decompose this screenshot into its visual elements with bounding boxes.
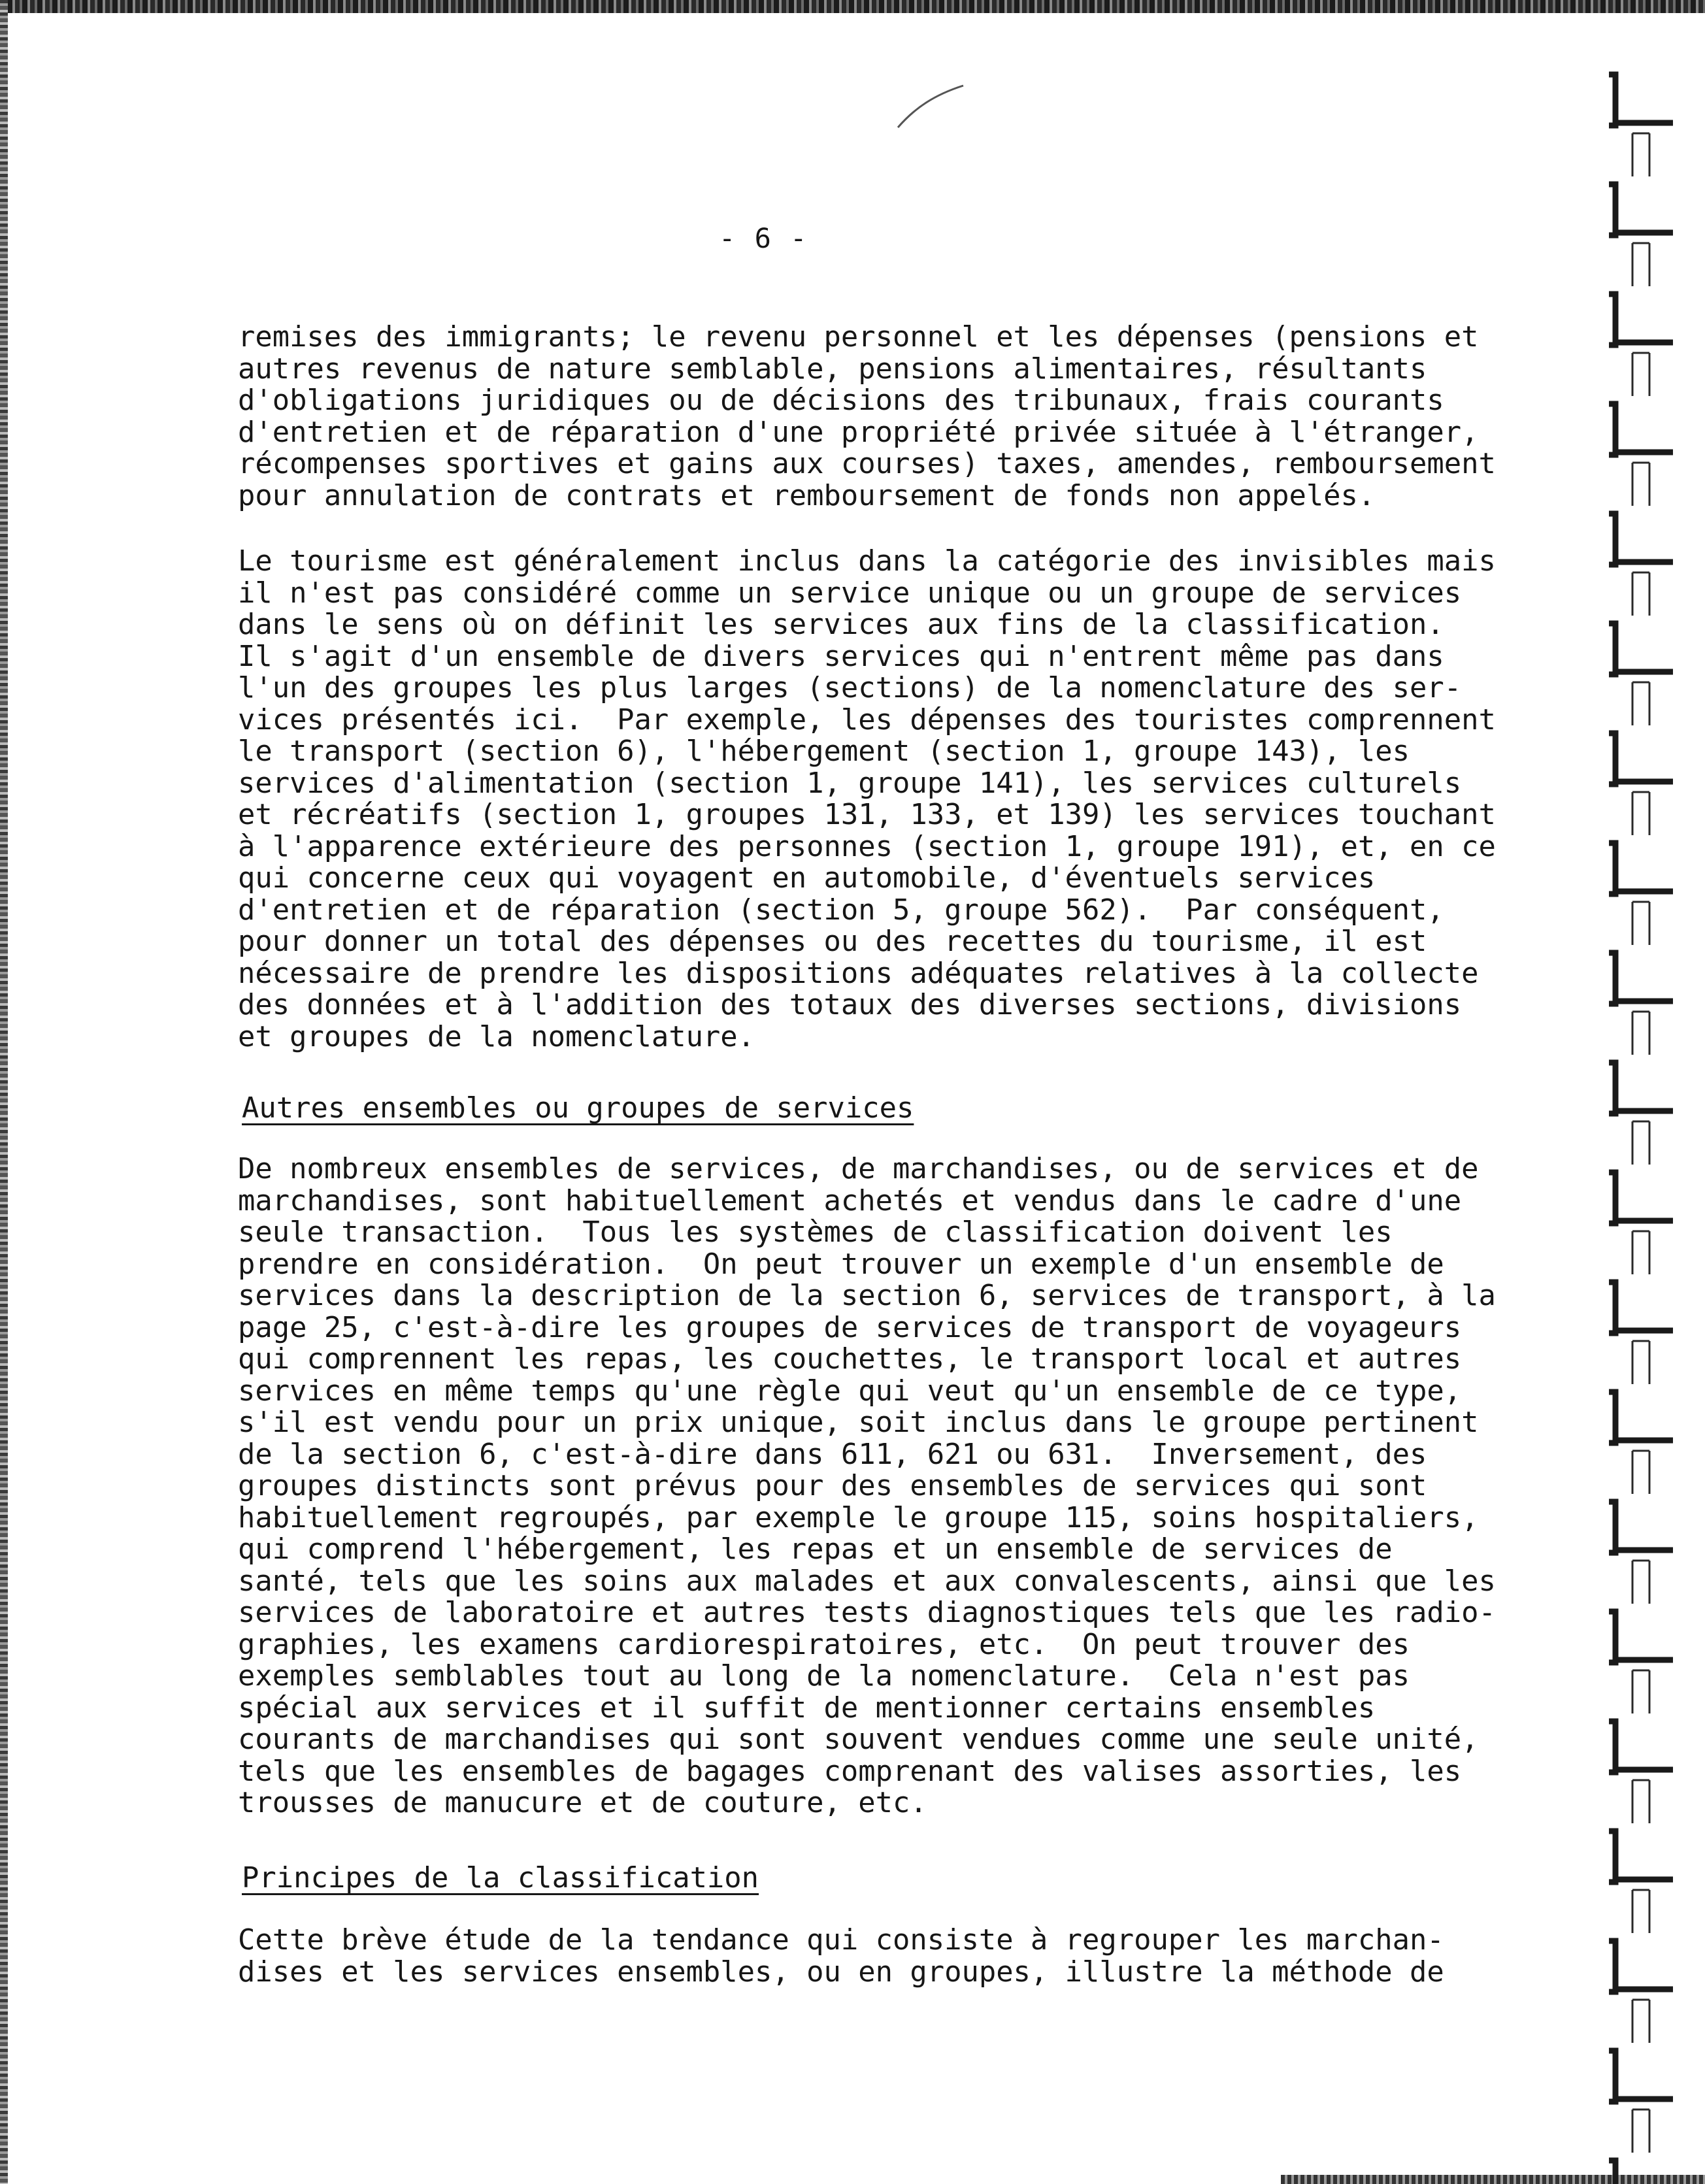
text-line: dans le sens où on définit les services aux fins de la classification. (238, 608, 1444, 641)
text-line: qui comprend l'hébergement, les repas et un ensemble de services de (238, 1532, 1393, 1566)
text-line: De nombreux ensembles de services, de marchandises, ou de services et de (238, 1152, 1479, 1185)
paragraph-principes (238, 1925, 1444, 1988)
binding-ring (1609, 953, 1673, 1055)
text-line: services dans la description de la section 6, services de transport, à la (238, 1279, 1496, 1312)
text-line: à l'apparence extérieure des personnes (section 1, groupe 191), et, en ce (238, 829, 1496, 863)
text-line: autres revenus de nature semblable, pensions alimentaires, résultants (238, 352, 1427, 386)
text-line: récompenses sportives et gains aux courses) taxes, amendes, remboursement (238, 447, 1496, 480)
binding-ring (1609, 843, 1673, 945)
text-line: d'entretien et de réparation (section 5, groupe 562). Par conséquent, (238, 893, 1444, 927)
paragraph-ensembles (238, 1153, 1496, 1819)
text-line: groupes distincts sont prévus pour des ensembles de services qui sont (238, 1469, 1427, 1502)
binding-rings (1609, 74, 1673, 2184)
text-line: et récréatifs (section 1, groupes 131, 133, et 139) les services touchant (238, 798, 1496, 831)
binding-ring (1609, 1612, 1673, 1713)
text-line: s'il est vendu pour un prix unique, soit inclus dans le groupe pertinent (238, 1406, 1479, 1439)
text-line: courants de marchandises qui sont souvent vendues comme une seule unité, (238, 1723, 1479, 1756)
text-line: spécial aux services et il suffit de mentionner certains ensembles (238, 1691, 1376, 1725)
binding-ring (1609, 1392, 1673, 1494)
text-line: page 25, c'est-à-dire les groupes de services de transport de voyageurs (238, 1310, 1462, 1344)
page-number: - 6 - (719, 222, 808, 254)
binding-ring (1609, 623, 1673, 725)
binding-ring (1609, 1502, 1673, 1604)
text-line: l'un des groupes les plus larges (sections) de la nomenclature des ser- (238, 671, 1462, 704)
binding-ring (1609, 74, 1673, 176)
text-line: Il s'agit d'un ensemble de divers services qui n'entrent même pas dans (238, 639, 1444, 673)
text-line: habituellement regroupés, par exemple le groupe 115, soins hospitaliers, (238, 1500, 1479, 1534)
text-line: nécessaire de prendre les dispositions adéquates relatives à la collecte (238, 956, 1479, 990)
binding-ring (1609, 1063, 1673, 1165)
binding-ring (1609, 1282, 1673, 1384)
binding-ring (1609, 2160, 1673, 2184)
scan-edge-top (0, 0, 1705, 13)
text-line: services d'alimentation (section 1, groupe 141), les services culturels (238, 766, 1462, 800)
text-line: exemples semblables tout au long de la nomenclature. Cela n'est pas (238, 1659, 1410, 1693)
text-line: le transport (section 6), l'hébergement (section 1, groupe 143), les (238, 735, 1410, 768)
text-line: services en même temps qu'une règle qui veut qu'un ensemble de ce type, (238, 1374, 1462, 1408)
binding-ring (1609, 184, 1673, 286)
spiral-binding (1595, 0, 1705, 2184)
text-line: de la section 6, c'est-à-dire dans 611, 621 ou 631. Inversement, des (238, 1437, 1427, 1471)
text-line: services de laboratoire et autres tests diagnostiques tels que les radio- (238, 1596, 1496, 1629)
text-line: d'entretien et de réparation d'une propriété privée située à l'étranger, (238, 415, 1479, 449)
text-line: qui concerne ceux qui voyagent en automobile, d'éventuels services (238, 861, 1376, 895)
binding-ring (1609, 1941, 1673, 2043)
text-line: Le tourisme est généralement inclus dans la catégorie des invisibles mais (238, 544, 1496, 578)
binding-ring (1609, 1831, 1673, 1933)
text-line: graphies, les examens cardiorespiratoires, etc. On peut trouver des (238, 1627, 1410, 1661)
binding-ring (1609, 294, 1673, 396)
binding-ring (1609, 2051, 1673, 2153)
binding-ring (1609, 1721, 1673, 1823)
section-heading-principes: Principes de la classification (242, 1861, 759, 1894)
text-line: et groupes de la nomenclature. (238, 1019, 755, 1053)
text-line: des données et à l'addition des totaux des diverses sections, divisions (238, 988, 1462, 1021)
paragraph-tourism (238, 546, 1496, 1053)
text-line: tels que les ensembles de bagages comprenant des valises assorties, les (238, 1754, 1462, 1788)
text-line: trousses de manucure et de couture, etc. (238, 1786, 927, 1819)
binding-ring (1609, 733, 1673, 835)
paragraph-remittances (238, 322, 1496, 512)
scan-edge-left (0, 0, 8, 2184)
text-line: dises et les services ensembles, ou en groupes, illustre la méthode de (238, 1955, 1444, 1989)
text-line: d'obligations juridiques ou de décisions des tribunaux, frais courants (238, 384, 1444, 417)
text-line: remises des immigrants; le revenu personnel et les dépenses (pensions et (238, 320, 1479, 354)
text-line: pour annulation de contrats et remboursement de fonds non appelés. (238, 478, 1376, 512)
text-line: pour donner un total des dépenses ou des recettes du tourisme, il est (238, 925, 1427, 958)
pen-stroke-mark (895, 82, 967, 134)
binding-ring (1609, 1172, 1673, 1274)
text-line: qui comprennent les repas, les couchettes, le transport local et autres (238, 1342, 1462, 1376)
binding-ring (1609, 514, 1673, 616)
text-line: seule transaction. Tous les systèmes de classification doivent les (238, 1216, 1393, 1249)
text-line: marchandises, sont habituellement achetés et vendus dans le cadre d'une (238, 1183, 1462, 1217)
binding-ring (1609, 404, 1673, 506)
section-heading-ensembles: Autres ensembles ou groupes de services (242, 1091, 914, 1125)
text-line: santé, tels que les soins aux malades et aux convalescents, ainsi que les (238, 1564, 1496, 1598)
text-line: il n'est pas considéré comme un service unique ou un groupe de services (238, 576, 1462, 610)
text-line: Cette brève étude de la tendance qui consiste à regrouper les marchan- (238, 1923, 1444, 1957)
text-line: prendre en considération. On peut trouver un exemple d'un ensemble de (238, 1247, 1444, 1281)
text-line: vices présentés ici. Par exemple, les dépenses des touristes comprennent (238, 703, 1496, 736)
